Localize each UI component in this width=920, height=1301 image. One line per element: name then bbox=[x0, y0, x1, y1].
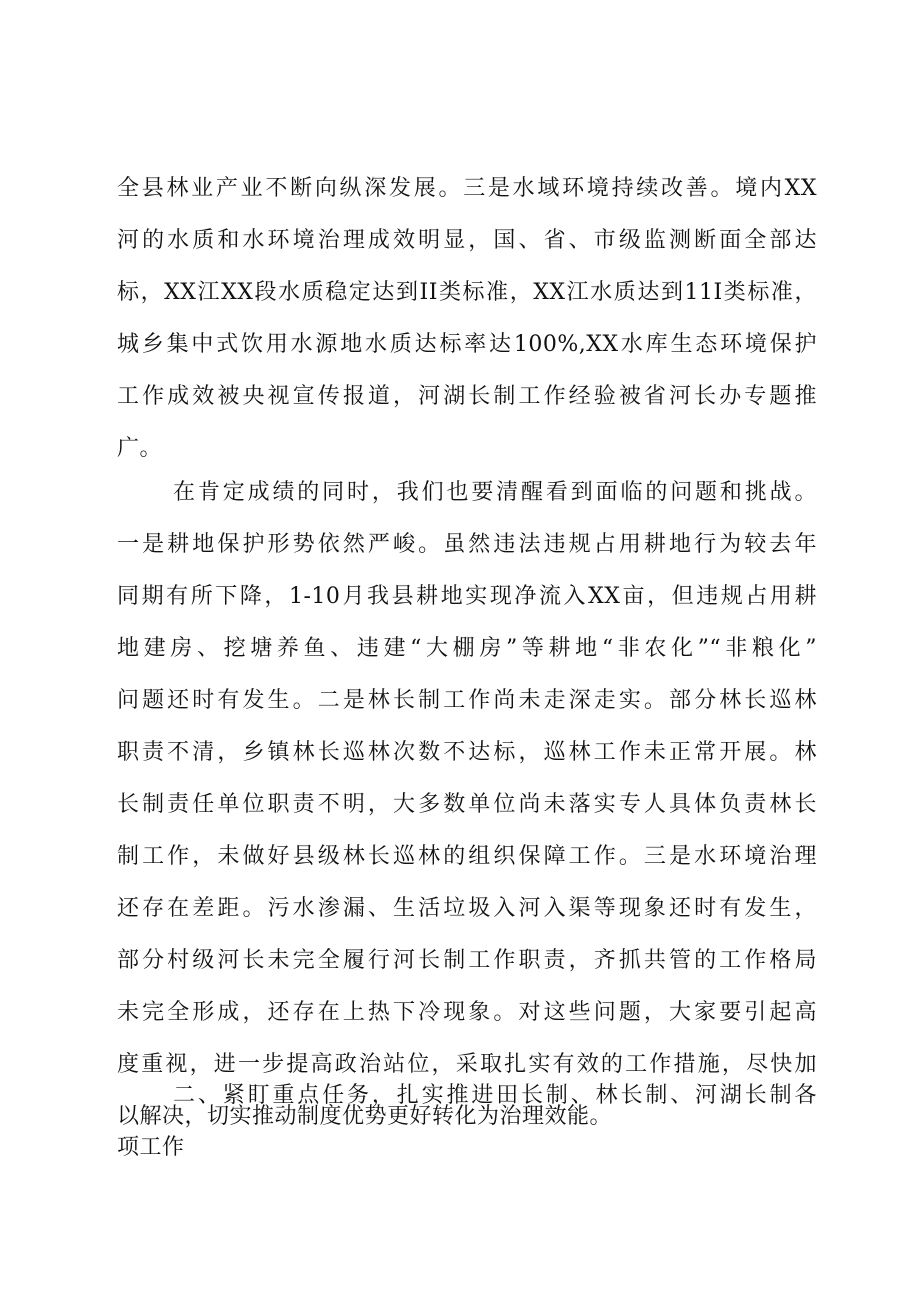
text-line: 长制责任单位职责不明，大多数单位尚未落实专人具体负责林长 bbox=[117, 792, 817, 817]
text-line: 问题还时有发生。二是林长制工作尚未走深走实。部分林长巡林 bbox=[117, 688, 817, 713]
paragraph-water-environment bbox=[117, 163, 817, 475]
text-line: 度重视，进一步提高政治站位，采取扎实有效的工作措施，尽快加 bbox=[117, 1052, 817, 1077]
text-line: 职责不清，乡镇林长巡林次数不达标，巡林工作未正常开展。林 bbox=[117, 740, 817, 765]
text-line: 制工作，未做好县级林长巡林的组织保障工作。三是水环境治理 bbox=[117, 844, 817, 869]
text-line: 以解决，切实推动制度优势更好转化为治理效能。 bbox=[117, 1104, 613, 1129]
text-line: 城乡集中式饮用水源地水质达标率达100%,XX水库生态环境保护 bbox=[117, 332, 817, 357]
section-heading-key-tasks bbox=[117, 1070, 817, 1174]
text-line: 还存在差距。污水渗漏、生活垃圾入河入渠等现象还时有发生， bbox=[117, 896, 817, 921]
paragraph-problems-challenges bbox=[117, 467, 817, 1143]
text-line: 标，XX江XX段水质稳定达到II类标准，XX江水质达到11I类标准， bbox=[117, 280, 817, 305]
text-line: 项工作 bbox=[117, 1135, 185, 1160]
text-line: 同期有所下降，1-10月我县耕地实现净流入XX亩，但违规占用耕 bbox=[117, 584, 817, 609]
text-line: 工作成效被央视宣传报道，河湖长制工作经验被省河长办专题推 bbox=[117, 384, 817, 409]
text-line: 部分村级河长未完全履行河长制工作职责，齐抓共管的工作格局 bbox=[117, 948, 817, 973]
text-line: 二、紧盯重点任务，扎实推进田长制、林长制、河湖长制各 bbox=[173, 1083, 817, 1108]
text-line: 广。 bbox=[117, 436, 163, 461]
text-line: 河的水质和水环境治理成效明显，国、省、市级监测断面全部达 bbox=[117, 228, 817, 253]
text-line: 在肯定成绩的同时，我们也要清醒看到面临的问题和挑战。 bbox=[173, 480, 817, 505]
text-line: 未完全形成，还存在上热下冷现象。对这些问题，大家要引起高 bbox=[117, 1000, 817, 1025]
text-line: 全县林业产业不断向纵深发展。三是水域环境持续改善。境内XX bbox=[117, 176, 817, 201]
text-line: 地建房、挖塘养鱼、违建“大棚房”等耕地“非农化”“非粮化” bbox=[117, 636, 817, 661]
text-line: 一是耕地保护形势依然严峻。虽然违法违规占用耕地行为较去年 bbox=[117, 532, 817, 557]
